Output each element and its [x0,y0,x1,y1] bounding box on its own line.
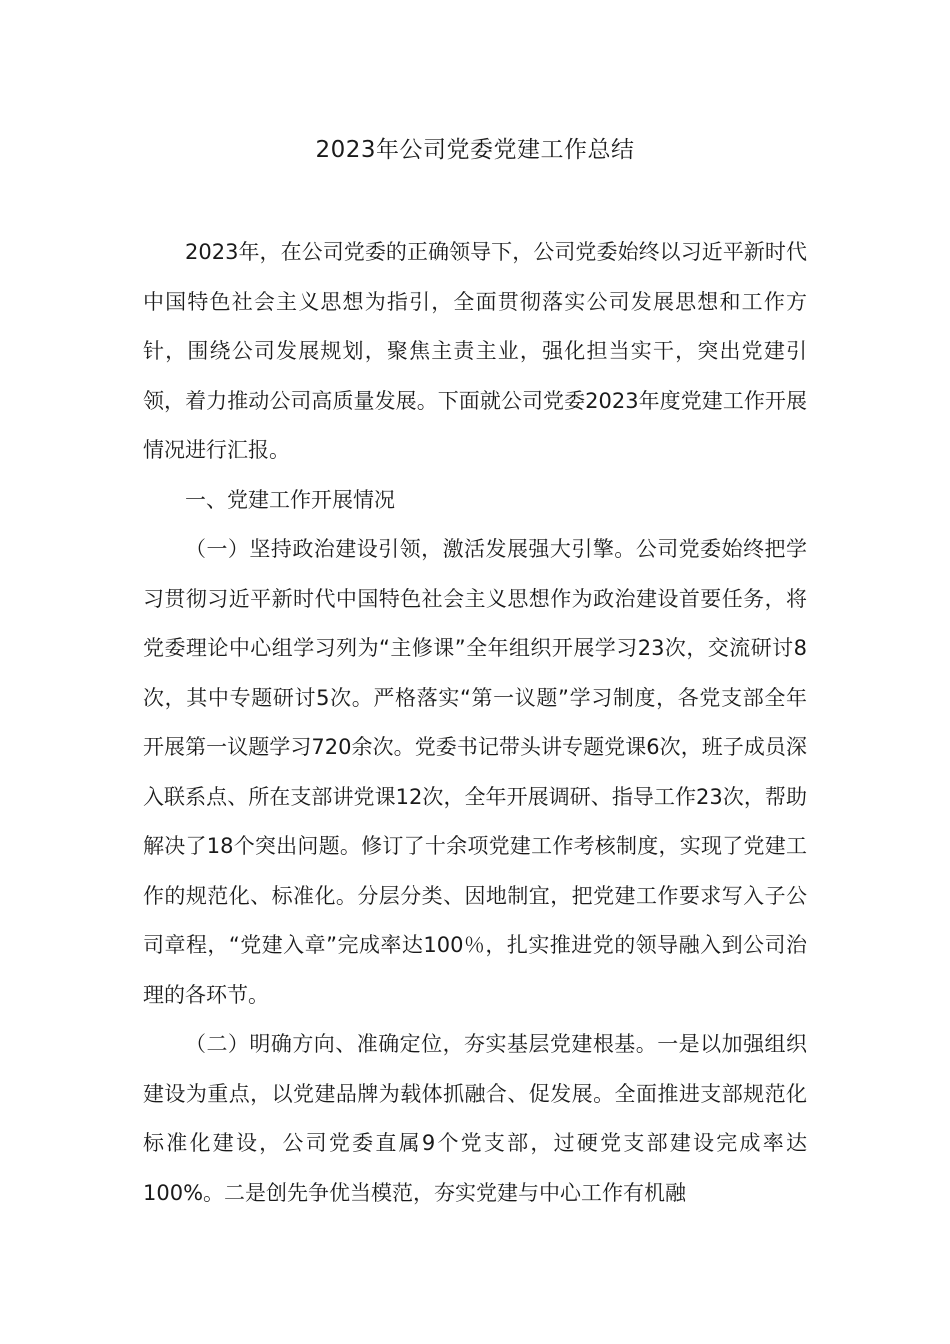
intro-paragraph: 2023年，在公司党委的正确领导下，公司党委始终以习近平新时代中国特色社会主义思想为指引，全面贯彻落实公司发展思想和工作方针，围绕公司发展规划，聚焦主责主业，强化担当实干，突出党建引领，着力推动公司高质量发展。下面就公司党委2023年度党建工作开展情况进行汇报。 [143,240,807,462]
body-paragraph: （一）坚持政治建设引领，激活发展强大引擎。公司党委始终把学习贯彻习近平新时代中国特色社会主义思想作为政治建设首要任务，将党委理论中心组学习列为“主修课”全年组织开展学习23次，交流研讨8次，其中专题研讨5次。严格落实“第一议题”学习制度，各党支部全年开展第一议题学习720余次。党委书记带头讲专题党课6次，班子成员深入联系点、所在支部讲党课12次，全年开展调研、指导工作23次，帮助解决了18个突出问题。修订了十余项党建工作考核制度，实现了党建工作的规范化、标准化。分层分类、因地制宜，把党建工作要求写入子公司章程，“党建入章”完成率达100％，扎实推进党的领导融入到公司治理的各环节。 [143,537,807,1007]
section-heading: 一、党建工作开展情况 [185,487,395,512]
document-title: 2023年公司党委党建工作总结 [315,137,635,163]
document-body [143,228,807,1218]
body-paragraph: （二）明确方向、准确定位，夯实基层党建根基。一是以加强组织建设为重点，以党建品牌为载体抓融合、促发展。全面推进支部规范化标准化建设，公司党委直属9个党支部，过硬党支部建设完成率达100%。二是创先争优当模范，夯实党建与中心工作有机融 [143,1032,807,1205]
